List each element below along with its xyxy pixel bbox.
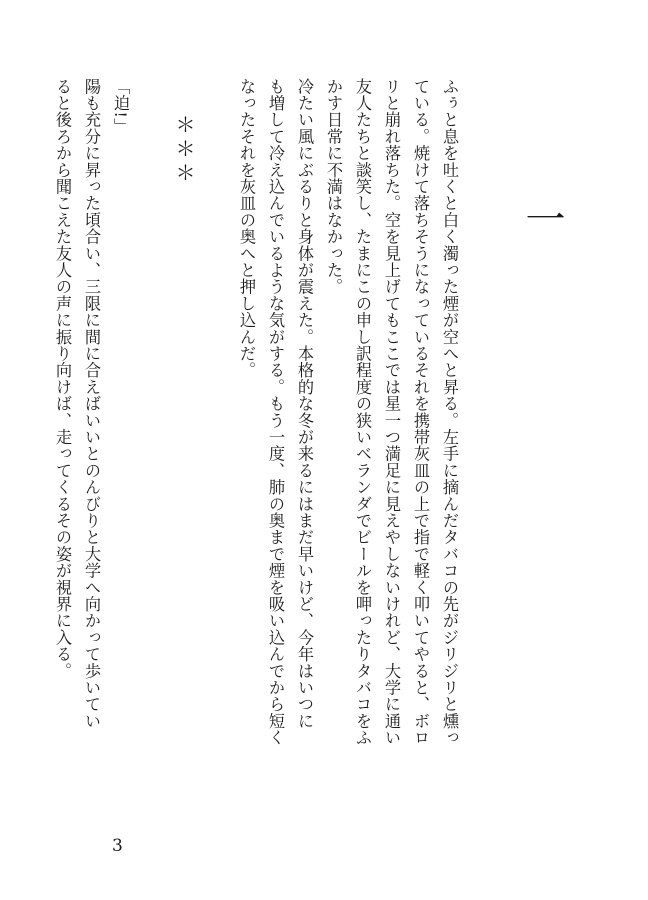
page-number: 3 xyxy=(112,836,123,856)
section-2-line-2: 陽も充分に昇った頃合い、三限に間に合えばいいとのんびりと大学へ向かって歩いてい xyxy=(82,78,101,730)
paragraph-1-line-4: 友人たちと談笑し、たまにこの申し訳程度の狭いベランダでビールを呷ったりタバコをふ xyxy=(353,78,372,746)
paragraph-2-line-2: も増して冷え込んでいるような気がする。もう一度、肺の奥まで煙を吸い込んでから短く xyxy=(266,78,285,746)
paragraph-1-line-1: ふぅと息を吐くと白く濁った煙が空へと昇る。左手に摘んだタバコの先がジリジリと燻っ xyxy=(440,78,459,746)
blank-line-2 xyxy=(135,78,161,838)
paragraph-1-line-3: リと崩れ落ちた。空を見上げてもここでは星一つ満足に見えやしないけれど、大学に通い xyxy=(382,78,401,746)
section-2-line-1: 「迫!」 xyxy=(111,78,130,136)
vertical-text-block xyxy=(48,78,598,838)
section-2-line-3: ると後ろから聞こえた友人の声に振り向けば、走ってくるその姿が視界に入る。 xyxy=(53,78,72,680)
section-separator: ＊＊＊ xyxy=(172,114,196,186)
paragraph-1-line-2: ている。焼けて落ちそうになっているそれを携帯灰皿の上で指で軽く叩いてやると、ボロ xyxy=(411,78,430,746)
paragraph-1-line-5: かす日常に不満はなかった。 xyxy=(324,78,343,296)
blank-line xyxy=(206,78,232,838)
paragraph-2-line-1: 冷たい風にぶるりと身体が震えた。本格的な冬が来るにはまだ早いけど、今年はいつに xyxy=(295,78,314,730)
chapter-heading: 一 xyxy=(519,198,565,239)
paragraph-2-line-3: なったそれを灰皿の奥へと押し込んだ。 xyxy=(237,78,256,379)
